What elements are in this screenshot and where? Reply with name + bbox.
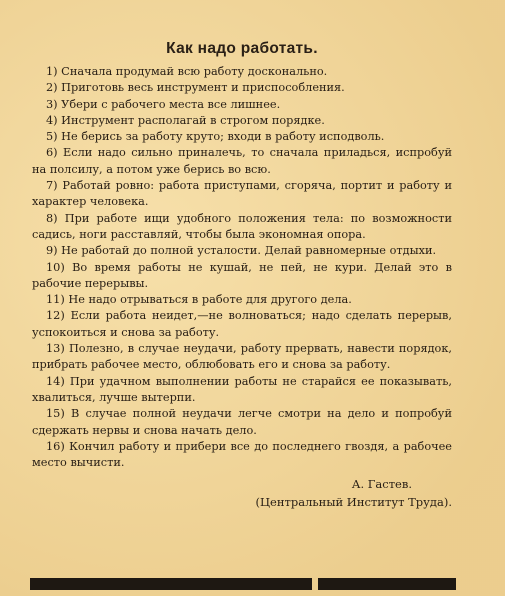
rule-item: 12) Если работа неидет,—не волноваться; надо сделать перерыв, успокоиться и снова за работу. [32, 309, 452, 339]
decorative-bottom-rule [30, 578, 456, 590]
rule-item: 3) Убери с рабочего места все лишнее. [46, 97, 281, 111]
document-page [32, 40, 452, 511]
signature-block [32, 475, 452, 511]
rule-item: 8) При работе ищи удобного положения тела: по возможности садись, ноги расставляй, чтобы была экономная опора. [32, 211, 452, 241]
rule-item: 4) Инструмент располагай в строгом порядке. [46, 113, 325, 127]
rule-item: 16) Кончил работу и прибери все до последнего гвоздя, а рабочее место вычисти. [32, 439, 452, 470]
divider-bar [318, 578, 456, 590]
divider-bar [30, 578, 312, 590]
rule-item: 1) Сначала продумай всю работу досконально. [46, 65, 328, 78]
rule-item: 15) В случае полной неудачи легче смотри на дело и попробуй сдержать нервы и снова начать дело. [32, 407, 452, 437]
rule-item: 13) Полезно, в случае неудачи, работу прервать, навести порядок, прибрать рабочее место, облюбовать его и снова за работу. [32, 342, 452, 372]
rule-item: 9) Не работай до полной усталости. Делай равномерные отдыхи. [46, 244, 437, 258]
signature-author: А. Гастев. [351, 477, 412, 492]
rule-item: 10) Во время работы не кушай, не пей, не кури. Делай это в рабочие перерывы. [32, 260, 452, 290]
rule-item: 7) Работай ровно: работа приступами, сгоряча, портит и работу и характер человека. [32, 179, 452, 209]
rules-list [32, 64, 452, 471]
rule-item: 5) Не берись за работу круто; входи в работу исподволь. [46, 130, 385, 144]
page-title: Как надо работать. [166, 40, 318, 57]
signature-institution: (Центральный Институт Труда). [255, 495, 452, 510]
rule-item: 2) Приготовь весь инструмент и приспособления. [46, 81, 345, 95]
rule-item: 14) При удачном выполнении работы не старайся ее показывать, хвалиться, лучше вытерпи. [32, 374, 452, 404]
rule-item: 6) Если надо сильно приналечь, то сначала приладься, испробуй на полсилу, а потом уже берись во всю. [32, 146, 452, 176]
rule-item: 11) Не надо отрываться в работе для другого дела. [46, 293, 352, 307]
